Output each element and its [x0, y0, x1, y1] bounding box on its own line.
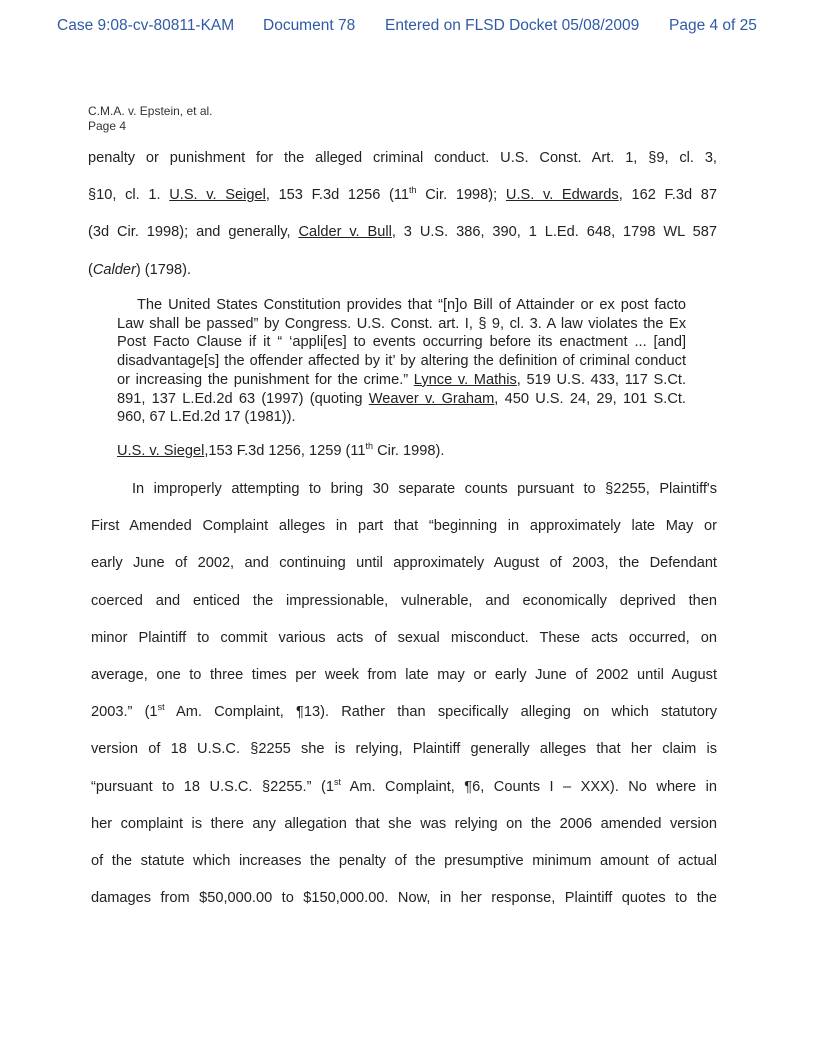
text-line: (Calder) (1798). [88, 261, 192, 278]
text-line: damages from $50,000.00 to $150,000.00. Now, in her response, Plaintiff quotes to the [91, 890, 717, 907]
case-reference: Weaver v. Graham [368, 390, 495, 407]
text-line: coerced and enticed the impressionable, vulnerable, and economically deprived then [91, 592, 717, 609]
text-line: 2003.” (1st Am. Complaint, ¶13). Rather than specifically alleging on which statutory [91, 702, 717, 721]
text-line: First Amended Complaint alleges in part that “beginning in approximately late May or [91, 518, 717, 535]
text-line: of the statute which increases the penalty of the presumptive minimum amount of actual [91, 853, 717, 870]
case-reference: Calder v. Bull [298, 224, 392, 241]
case-reference: U.S. v. Seigel [169, 187, 266, 204]
text-line: In improperly attempting to bring 30 separate counts pursuant to §2255, Plaintiff's [132, 481, 717, 497]
caption-title: C.M.A. v. Epstein, et al. [88, 104, 213, 118]
case-caption [88, 104, 213, 134]
paragraph-main [91, 471, 717, 917]
case-reference: U.S. v. Siegel [117, 443, 205, 459]
entered-date: Entered on FLSD Docket 05/08/2009 [385, 17, 640, 34]
text-line: §10, cl. 1. U.S. v. Seigel, 153 F.3d 1256 (11th Cir. 1998); U.S. v. Edwards, 162 F.3d 87 [88, 185, 717, 204]
text-line: version of 18 U.S.C. §2255 she is relying, Plaintiff generally alleges that her claim is [91, 741, 717, 758]
caption-page: Page 4 [88, 119, 127, 133]
block-quote: The United States Constitution provides that “[n]o Bill of Attainder or ex post facto Law shall be passed” by Congress. U.S. Const. art. I, § 9, cl. 3. A law violates the Ex Post Facto Clause if it “ ‘appli[es] to events occurring before its enactment ... [and] disadvantage[s] the offender affected by it’ by altering the definition of criminal conduct or increasing the punishment for the crime.” Lynce v. Mathis, 519 U.S. 433, 117 S.Ct. 891, 137 L.Ed.2d 63 (1997) (quoting Weaver v. Graham, 450 U.S. 24, 29, 101 S.Ct. 960, 67 L.Ed.2d 17 (1981)). [117, 297, 686, 426]
case-number: Case 9:08-cv-80811-KAM [57, 17, 235, 34]
text-line: early June of 2002, and continuing until approximately August of 2003, the Defendant [91, 555, 717, 572]
page-indicator: Page 4 of 25 [669, 17, 757, 34]
document-number: Document 78 [263, 17, 356, 34]
paragraph-continued [88, 140, 717, 289]
text-line: her complaint is there any allegation that she was relying on the 2006 amended version [91, 815, 717, 832]
text-line: penalty or punishment for the alleged criminal conduct. U.S. Const. Art. 1, §9, cl. 3, [88, 150, 717, 166]
case-reference: U.S. v. Edwards [505, 187, 619, 204]
text-line: (3d Cir. 1998); and generally, Calder v. Bull, 3 U.S. 386, 390, 1 L.Ed. 648, 1798 WL 587 [88, 224, 718, 241]
text-line: minor Plaintiff to commit various acts of sexual misconduct. These acts occurred, on [91, 629, 717, 646]
text-line: “pursuant to 18 U.S.C. §2255.” (1st Am. Complaint, ¶6, Counts I – XXX). No where in [91, 776, 717, 795]
case-reference: Lynce v. Mathis [413, 371, 517, 388]
quote-citation: U.S. v. Siegel,153 F.3d 1256, 1259 (11th Cir. 1998). [117, 441, 445, 459]
text-line: average, one to three times per week from late may or early June of 2002 until August [91, 667, 717, 684]
